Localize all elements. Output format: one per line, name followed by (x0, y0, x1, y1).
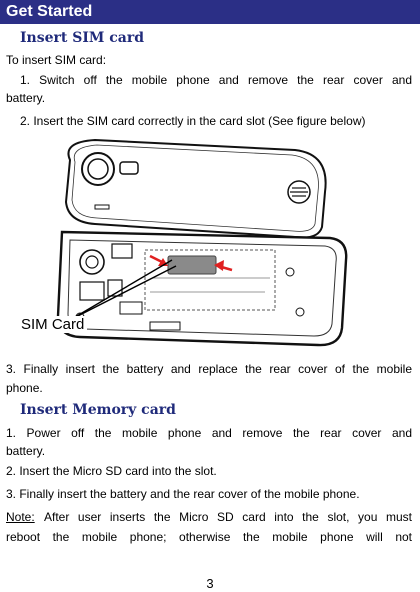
note-line2: reboot the mobile phone; otherwise the mobile phone will not (6, 530, 412, 544)
note-label: Note: (6, 510, 35, 524)
sim-step2: 2. Insert the SIM card correctly in the card slot (See figure below) (20, 114, 366, 128)
sim-step1-line2: battery. (6, 91, 46, 105)
sim-step1-line1: 1. Switch off the mobile phone and remove the rear cover and (20, 73, 412, 87)
sim-card-label: SIM Card (18, 316, 87, 333)
sim-step3-line1: 3. Finally insert the battery and replace the rear cover of the mobile (6, 362, 412, 376)
rear-cover-drawing (66, 140, 326, 238)
memory-step2: 2. Insert the Micro SD card into the slot. (6, 464, 217, 478)
sim-heading: Insert SIM card (20, 30, 145, 46)
memory-step1-line1: 1. Power off the mobile phone and remove the rear cover and (6, 426, 412, 440)
section-title: Get Started (6, 3, 93, 20)
memory-heading: Insert Memory card (20, 402, 176, 418)
page-number: 3 (206, 576, 214, 591)
phone-body-drawing (58, 232, 346, 345)
memory-step1-line2: battery. (6, 444, 46, 458)
note-line1: After user inserts the Micro SD card into the slot, you must (44, 510, 412, 524)
memory-step3: 3. Finally insert the battery and the rear cover of the mobile phone. (6, 487, 360, 501)
sim-step3-line2: phone. (6, 381, 43, 395)
section-header-bar (0, 0, 420, 24)
sim-intro: To insert SIM card: (6, 53, 107, 67)
